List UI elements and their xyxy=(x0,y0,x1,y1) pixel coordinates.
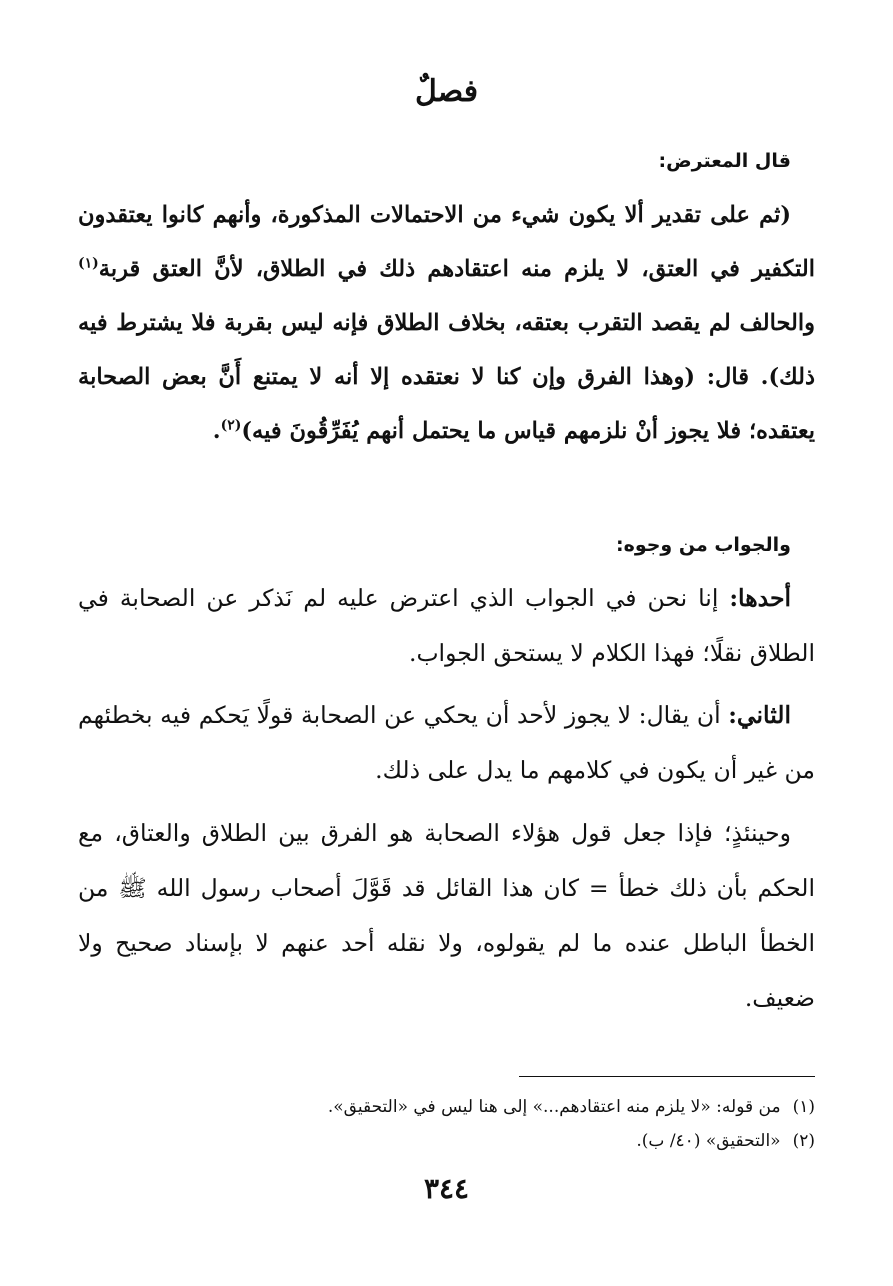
page-number: ٣٤٤ xyxy=(423,1172,470,1205)
answer-2-lead: الثاني: xyxy=(728,701,791,729)
footnote-ref-2[interactable]: (٢) xyxy=(220,417,242,434)
footnotes xyxy=(78,1090,815,1158)
chapter-title: فصلٌ xyxy=(414,74,479,109)
answer-label: والجواب من وجوه: xyxy=(616,534,791,556)
footnote-2 xyxy=(78,1124,815,1158)
footnote-1-number: (١) xyxy=(792,1097,815,1117)
answer-1-lead: أحدها: xyxy=(729,584,791,612)
objection-text-post: والحالف لم يقصد التقرب بعتقه، بخلاف الطلاق فإنه ليس بقربة فلا يشترط فيه ذلك). قال: (وهذا الفرق وإن كنا لا نعتقده إلا أنه لا يمتنع أَنَّ بعض الصحابة يعتقده؛ فلا يجوز أنْ نلزمهم قياس ما يحتمل أنهم يُفَرِّقُونَ فيه) xyxy=(78,310,815,444)
objection-text-pre: (ثم على تقدير ألا يكون شيء من الاحتمالات المذكورة، وأنهم كانوا يعتقدون التكفير في العتق، لا يلزم منه اعتقادهم ذلك في الطلاق، لأنَّ العتق قربة xyxy=(78,202,815,282)
book-page xyxy=(78,0,815,1286)
answer-paragraph-3: وحينئذٍ؛ فإذا جعل قول هؤلاء الصحابة هو الفرق بين الطلاق والعتاق، مع الحكم بأن ذلك خطأ = كان هذا القائل قد قَوَّلَ أصحاب رسول الله ﷺ من الخطأ الباطل عنده ما لم يقولوه، ولا نقله أحد عنهم لا بإسناد صحيح ولا ضعيف. xyxy=(78,819,815,1012)
answer-paragraph-1 xyxy=(78,571,815,681)
footnote-1-text: من قوله: «لا يلزم منه اعتقادهم...» إلى هنا ليس في «التحقيق». xyxy=(327,1097,781,1117)
objection-end: . xyxy=(212,418,221,444)
answer-paragraph-2 xyxy=(78,688,815,798)
footnote-2-number: (٢) xyxy=(792,1131,815,1151)
footnote-1 xyxy=(78,1090,815,1124)
footnote-separator xyxy=(519,1076,815,1077)
objector-label: قال المعترض: xyxy=(658,150,791,172)
footnote-ref-1[interactable]: (١) xyxy=(78,255,99,272)
footnote-2-text: «التحقيق» (٤٠/ ب). xyxy=(636,1131,781,1151)
answer-2-text: أن يقال: لا يجوز لأحد أن يحكي عن الصحابة قولًا يَحكم فيه بخطئهم من غير أن يكون في كلامهم ما يدل على ذلك. xyxy=(78,701,815,784)
answer-1-text: إنا نحن في الجواب الذي اعترض عليه لم نَذكر عن الصحابة في الطلاق نقلًا؛ فهذا الكلام لا يستحق الجواب. xyxy=(78,584,815,667)
objection-paragraph xyxy=(78,188,815,458)
